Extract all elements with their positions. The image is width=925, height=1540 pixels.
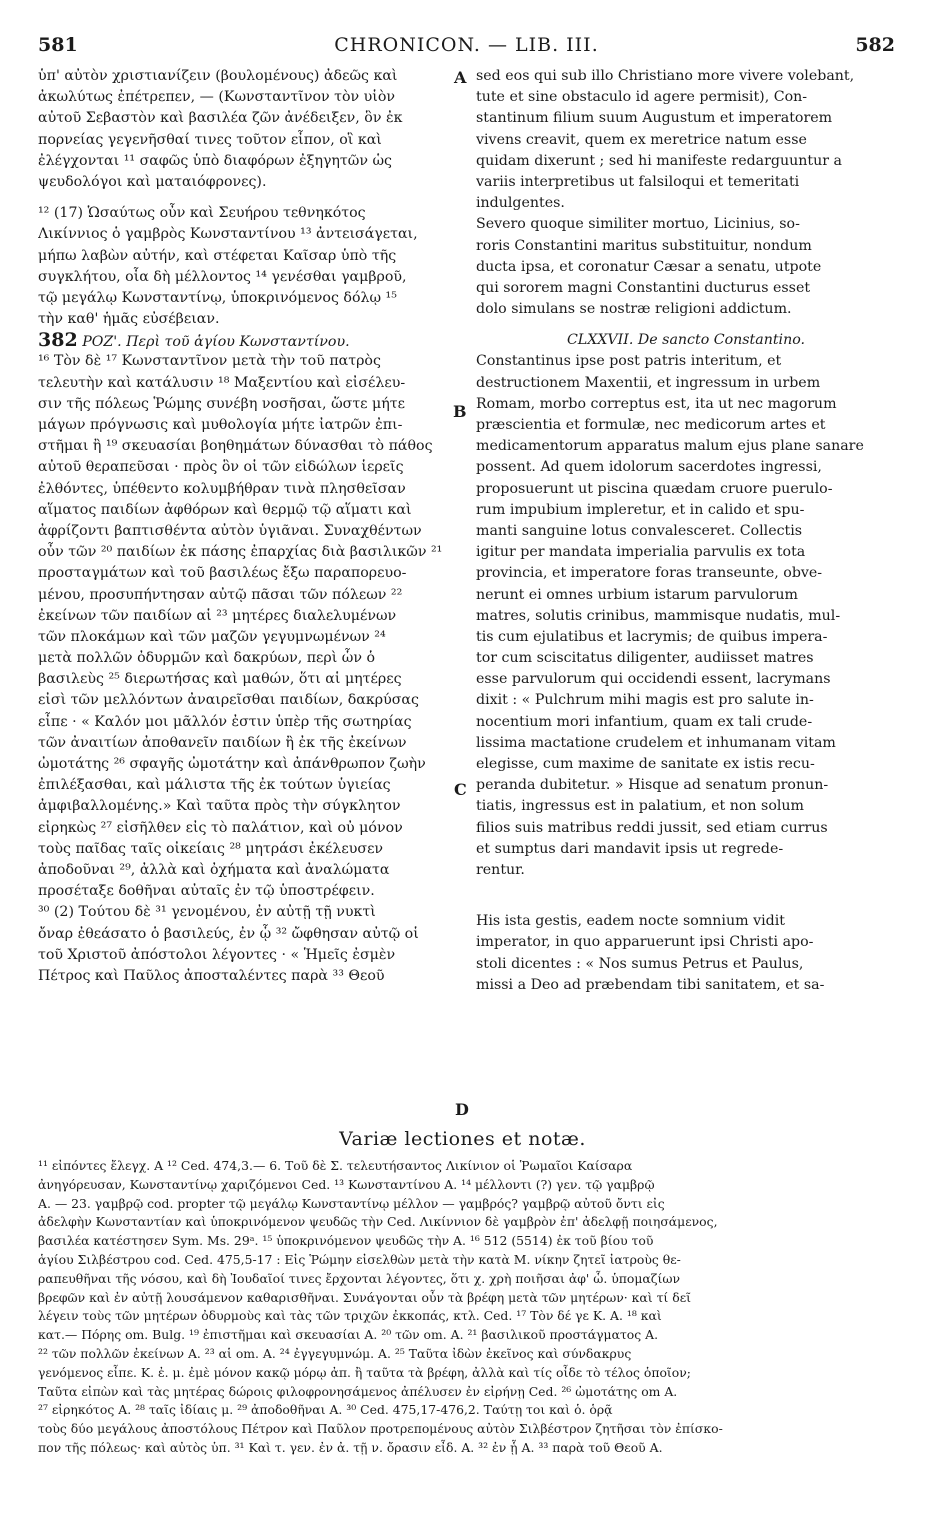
greek-line bbox=[38, 987, 456, 1008]
greek-line: σιν τῆς πόλεως Ῥώμης συνέβη νοσῆσαι, ὥστε μήτε bbox=[38, 395, 405, 412]
latin-line: dolo simulans se nostræ religioni addictum. bbox=[476, 301, 792, 318]
greek-column bbox=[38, 66, 456, 1029]
latin-line: rum impubium impleretur, et in calido et spu- bbox=[476, 501, 805, 518]
note-line: γενόμενος εἶπε. K. ἐ. μ. ἐμὲ μόνον κακῷ μόρῳ ἀπ. ἢ ταῦτα τὰ βρέφη, ἀλλὰ καὶ τίς οἶδε τὸ τέλος ὁποῖον; bbox=[38, 1364, 691, 1380]
greek-line: τῶν ἀναιτίων ἀποθανεῖν παιδίων ἢ ἐκ τῆς ἐκείνων bbox=[38, 734, 407, 751]
greek-line: οὖν τῶν ²⁰ παιδίων ἐκ πάσης ἐπαρχίας διὰ βασιλικῶν ²¹ bbox=[38, 544, 443, 561]
note-line: λέγειν τοὺς τῶν μητέρων ὀδυρμοὺς καὶ τὰς τῶν τριχῶν ἐκκοπάς, κτλ. Ced. ¹⁷ Τὸν δέ γε K. A. ¹⁸ καὶ bbox=[38, 1308, 662, 1324]
greek-line: μήπω λαβὼν αὐτήν, καὶ στέφεται Καῖσαρ ὑπὸ τῆς bbox=[38, 247, 397, 264]
latin-line: dixit : « Pulchrum mihi magis est pro salute in- bbox=[476, 692, 814, 709]
greek-line: μένου, προσυπήντησαν αὐτῷ πᾶσαι τῶν πόλεων ²² bbox=[38, 586, 403, 603]
notes-heading: Variæ lectiones et notæ. bbox=[339, 1128, 586, 1150]
greek-line: ψευδολόγοι καὶ ματαιόφρονες). bbox=[38, 173, 267, 190]
latin-line: tiatis, ingressus est in palatium, et non solum bbox=[476, 798, 805, 815]
latin-line: imperator, in quo apparuerunt ipsi Christi apo- bbox=[476, 934, 814, 951]
latin-line: igitur per mandata imperialia parvulis ex tota bbox=[476, 544, 806, 561]
latin-line: esse parvulorum qui occidendi essent, lacrymans bbox=[476, 671, 831, 688]
latin-line: proposuerunt ut piscina quædam cruore puerulo- bbox=[476, 480, 833, 497]
greek-line: ὠμοτάτης ²⁶ σφαγῆς ὠμοτάτην καὶ ἀπάνθρωπον ζωὴν bbox=[38, 756, 426, 772]
note-line: ¹¹ εἰπόντες ἔλεγχ. A ¹² Ced. 474,3.— 6. Τοῦ δὲ Σ. τελευτήσαντος Λικίνιον οἱ Ῥωμαῖοι Καίσαρα bbox=[38, 1158, 633, 1173]
greek-line: Πέτρος καὶ Παῦλος ἀποσταλέντες παρὰ ³³ Θεοῦ bbox=[38, 967, 385, 984]
greek-line: ἀφρίζοντι βαπτισθέντα αὐτὸν ὑγιᾶναι. Συναχθέντων bbox=[38, 522, 422, 539]
latin-line: peranda dubitetur. » Hisque ad senatum pronun- bbox=[476, 777, 829, 794]
latin-line: Constantinus ipse post patris interitum, et bbox=[476, 353, 782, 370]
note-line: τοὺς δύο μεγάλους ἀποστόλους Πέτρον καὶ Παῦλον προτρεπομένους αὐτὸν Σιλβέστρον ζητῆσαι τὸν ἐπίσκο- bbox=[38, 1421, 723, 1437]
greek-line: ἀκωλύτως ἐπέτρεπεν, — (Κωνσταντῖνον τὸν υἱὸν bbox=[38, 89, 396, 106]
latin-line: manti sanguine lotus convalesceret. Collectis bbox=[476, 522, 803, 539]
greek-section-number: 382 bbox=[38, 330, 78, 352]
greek-line: ἀποδοῦναι ²⁹, ἀλλὰ καὶ ὀχήματα καὶ ἀναλώματα bbox=[38, 861, 390, 878]
greek-line: ἀμφιβαλλομένης.» Καὶ ταῦτα πρὸς τὴν σύγκλητον bbox=[38, 798, 401, 815]
greek-line: ὄναρ ἐθεάσατο ὁ βασιλεύς, ἐν ᾧ ³² ὤφθησαν αὐτῷ οἱ bbox=[38, 925, 419, 942]
greek-line bbox=[38, 1008, 456, 1029]
latin-line: variis interpretibus ut falsiloqui et temeritati bbox=[476, 173, 800, 190]
latin-line: et sumptus dari mandavit ipsis ut regrede- bbox=[476, 840, 784, 857]
latin-line: indulgentes. bbox=[476, 195, 565, 212]
greek-section-heading bbox=[38, 330, 456, 351]
margin-letter-a: A bbox=[454, 68, 467, 87]
note-line: A. — 23. γαμβρῷ cod. propter τῷ μεγάλῳ Κωνσταντίνῳ μέλλον — γαμβρός? γαμβρῷ αὐτοῦ ὄντι εἰς bbox=[38, 1195, 665, 1211]
latin-line: rentur. bbox=[476, 861, 525, 878]
note-line: ²² τῶν πολλῶν ἐκείνων A. ²³ αἱ om. A. ²⁴ ἐγγεγυμνώμ. A. ²⁵ Ταῦτα ἰδὼν ἐκεῖνος καὶ σύνδακρυς bbox=[38, 1345, 632, 1361]
greek-line: μάγων πρόγνωσις καὶ μυθολογία μήτε ἰατρῶν ἐπι- bbox=[38, 417, 403, 433]
latin-line: destructionem Maxentii, et ingressum in urbem bbox=[476, 374, 821, 391]
latin-line: matres, solutis crinibus, mammisque nudatis, mul- bbox=[476, 607, 841, 624]
note-line: ραπευθῆναι τῆς νόσου, καὶ δὴ Ἰουδαῖοί τινες ἔρχονται λέγοντες, ὅτι χ. χρὴ ποιῆσαι ἀφ' ὧ. ὑπομαζίων bbox=[38, 1270, 680, 1286]
greek-line: ἐλθόντες, ὑπέθεντο κολυμβήθραν τινὰ πλησθεῖσαν bbox=[38, 480, 406, 497]
latin-section-title: CLXXVII. De sancto Constantino. bbox=[566, 332, 806, 349]
margin-letter-c: C bbox=[454, 780, 467, 799]
greek-line: πορνείας γεγενῆσθαί τινες τοῦτον εἶπον, οἳ καὶ bbox=[38, 131, 382, 148]
latin-line: præscientia et formulæ, nec medicorum artes et bbox=[476, 417, 826, 433]
greek-line: ἐκείνων τῶν παιδίων αἱ ²³ μητέρες διαλελυμένων bbox=[38, 607, 397, 624]
note-line: ²⁷ εἰρηκότος A. ²⁸ ταῖς ἰδίαις μ. ²⁹ ἀποδοθῆναι A. ³⁰ Ced. 475,17-476,2. Ταύτῃ τοι καὶ ὁ. ὁρᾷ bbox=[38, 1402, 613, 1418]
greek-line: εἰσὶ τῶν μελλόντων ἀναιρεῖσθαι παιδίων, δακρύσας bbox=[38, 692, 419, 709]
latin-line: provincia, et imperatore foras transeunte, obve- bbox=[476, 565, 823, 582]
latin-line: medicamentorum apparatus malum ejus plane sanare bbox=[476, 438, 864, 455]
latin-line: stoli dicentes : « Nos sumus Petrus et Paulus, bbox=[476, 955, 804, 972]
latin-line: vivens creavit, quem ex meretrice natum esse bbox=[476, 131, 807, 148]
latin-line: tor cum sciscitatus diligenter, audiisset matres bbox=[476, 650, 814, 667]
latin-column bbox=[476, 66, 896, 996]
greek-line: ¹² (17) Ὡσαύτως οὖν καὶ Σευήρου τεθνηκότος bbox=[38, 205, 366, 222]
greek-line: συγκλήτου, οἷα δὴ μέλλοντος ¹⁴ γενέσθαι γαμβροῦ, bbox=[38, 268, 407, 285]
latin-line: lissima mactatione crudelem et inhumanam vitam bbox=[476, 734, 836, 751]
note-line: ἁγίου Σιλβέστρου cod. Ced. 475,5-17 : Εἰς Ῥώμην εἰσελθὼν μετὰ τὴν κατὰ M. νίκην ζητεῖ ἰατροὺς θε- bbox=[38, 1251, 681, 1267]
greek-line: τοὺς παῖδας ταῖς οἰκείαις ²⁸ μητράσι ἐκέλευσεν bbox=[38, 840, 384, 857]
greek-line: εἶπε · « Καλόν μοι μᾶλλόν ἐστιν ὑπὲρ τῆς σωτηρίας bbox=[38, 713, 412, 730]
latin-line: Romam, morbo correptus est, ita ut nec magorum bbox=[476, 395, 837, 412]
greek-line: στῆμαι ἢ ¹⁹ σκευασίαι βοηθημάτων δύνασθαι τὸ πάθος bbox=[38, 438, 433, 455]
latin-line: stantinum filium suum Augustum et imperatorem bbox=[476, 110, 833, 127]
greek-line: ἐλέγχονται ¹¹ σαφῶς ὑπὸ διαφόρων ἐξηγητῶν ὡς bbox=[38, 152, 392, 169]
right-page-number: 582 bbox=[855, 34, 895, 56]
latin-line: possent. Ad quem idolorum sacerdotes ingressi, bbox=[476, 459, 822, 476]
latin-line: nocentium mori infantium, quam ex tali crude- bbox=[476, 713, 813, 730]
note-line: Ταῦτα εἰπὼν καὶ τὰς μητέρας δώροις φιλοφρονησάμενος ἀπέλυσεν ἐν εἰρήνῃ Ced. ²⁶ ὠμοτάτης om A. bbox=[38, 1383, 678, 1399]
margin-letter-b: B bbox=[453, 402, 467, 421]
page-header bbox=[38, 34, 895, 60]
greek-line: προσέταξε δοθῆναι αὐταῖς ἐν τῷ ὑποστρέφειν. bbox=[38, 883, 375, 900]
note-line: ἀδελφὴν Κωνσταντίαν καὶ ὑποκρινόμενον ψευδῶς τὴν Ced. Λικίννιον δὲ γαμβρὸν ἐπ' ἀδελφῇ ποιησάμενος, bbox=[38, 1214, 718, 1230]
latin-line: quidam dixerunt ; sed hi manifeste redarguuntur a bbox=[476, 152, 842, 169]
greek-line: τοῦ Χριστοῦ ἀπόστολοι λέγοντες · « Ἡμεῖς ἐσμὲν bbox=[38, 946, 396, 963]
greek-line: τὴν καθ' ἡμᾶς εὐσέβειαν. bbox=[38, 311, 220, 328]
greek-line: αἵματος παιδίων ἀφθόρων καὶ θερμῷ τῷ αἵματι καὶ bbox=[38, 501, 412, 518]
greek-line: τῷ μεγάλῳ Κωνσταντίνῳ, ὑποκρινόμενος δόλῳ ¹⁵ bbox=[38, 289, 397, 306]
greek-line: μετὰ πολλῶν ὀδυρμῶν καὶ δακρύων, περὶ ὧν ὁ bbox=[38, 650, 376, 667]
note-line: πον τῆς πόλεως· καὶ αὐτὸς ὑπ. ³¹ Καὶ τ. γεν. ἐν ἀ. τῇ ν. ὄρασιν εἶδ. A. ³² ἐν ᾗ A. ³³ παρὰ τοῦ Θεοῦ A. bbox=[38, 1439, 663, 1455]
greek-line: τελευτὴν καὶ κατάλυσιν ¹⁸ Μαξεντίου καὶ εἰσέλευ- bbox=[38, 374, 406, 391]
greek-line: βασιλεὺς ²⁵ διερωτήσας καὶ μαθών, ὅτι αἱ μητέρες bbox=[38, 671, 402, 688]
greek-line: ³⁰ (2) Τούτου δὲ ³¹ γενομένου, ἐν αὐτῇ τῇ νυκτὶ bbox=[38, 904, 376, 921]
note-line: βρεφῶν καὶ ἐν αὐτῇ λουσάμενον καθαρισθῆναι. Συνάγονται οὖν τὰ βρέφη μετὰ τῶν μητέρων· καὶ τί δεῖ bbox=[38, 1289, 691, 1305]
greek-line: ἐπιλέξασθαι, καὶ μάλιστα τῆς ἐκ τούτων ὑγιείας bbox=[38, 777, 391, 794]
latin-line: ducta ipsa, et coronatur Cæsar a senatu, utpote bbox=[476, 258, 822, 275]
latin-line: sed eos qui sub illo Christiano more vivere volebant, bbox=[476, 68, 855, 84]
latin-line: tis cum ejulatibus et lacrymis; de quibus impera- bbox=[476, 628, 828, 645]
running-title: CHRONICON. — LIB. III. bbox=[334, 34, 599, 56]
greek-line: εἰρηκὼς ²⁷ εἰσῆλθεν εἰς τὸ παλάτιον, καὶ οὐ μόνον bbox=[38, 819, 403, 836]
greek-line: αὐτοῦ Σεβαστὸν καὶ βασιλέα ζῶν ἀνέδειξεν, ὃν ἐκ bbox=[38, 110, 403, 127]
greek-line: ¹⁶ Τὸν δὲ ¹⁷ Κωνσταντῖνον μετὰ τὴν τοῦ πατρὸς bbox=[38, 353, 381, 370]
greek-line: προσταγμάτων καὶ τοῦ βασιλέως ἔξω παραπορευο- bbox=[38, 565, 407, 582]
latin-line: elegisse, cum maxime de sanitate ex istis recu- bbox=[476, 756, 815, 772]
latin-line: tute et sine obstaculo id agere permisit), Con- bbox=[476, 89, 808, 106]
latin-line: Severo quoque similiter mortuo, Licinius, so- bbox=[476, 216, 800, 233]
latin-line: filios suis matribus reddi jussit, sed etiam currus bbox=[476, 819, 828, 836]
margin-letter-d: D bbox=[455, 1100, 469, 1119]
latin-line: nerunt ei omnes urbium istarum parvulorum bbox=[476, 586, 798, 603]
note-line: ἀνηγόρευσαν, Κωνσταντίνῳ χαριζόμενοι Ced. ¹³ Κωνσταντίνου A. ¹⁴ μέλλοντι (?) γεν. τῷ γαμβρῷ bbox=[38, 1176, 655, 1192]
note-line: βασιλέα κατέστησεν Sym. Ms. 29ᵃ. ¹⁵ ὑποκρινόμενον ψευδῶς τὴν A. ¹⁶ 512 (5514) ἐκ τοῦ βίου τοῦ bbox=[38, 1233, 654, 1249]
greek-line: αὐτοῦ θεραπεῦσαι · πρὸς ὃν οἱ τῶν εἰδώλων ἱερεῖς bbox=[38, 459, 404, 476]
latin-line: His ista gestis, eadem nocte somnium vidit bbox=[476, 913, 785, 930]
greek-line: Λικίννιος ὁ γαμβρὸς Κωνσταντίνου ¹³ ἀντεισάγεται, bbox=[38, 226, 418, 243]
note-line: κατ.— Πόρης om. Bulg. ¹⁹ ἐπιστῆμαι καὶ σκευασίαι A. ²⁰ τῶν om. A. ²¹ βασιλικοῦ προστάγματος A. bbox=[38, 1327, 659, 1343]
latin-line: qui sororem magni Constantini ducturus esset bbox=[476, 279, 811, 296]
left-page-number: 581 bbox=[38, 34, 78, 56]
greek-line: τῶν πλοκάμων καὶ τῶν μαζῶν γεγυμνωμένων ²⁴ bbox=[38, 628, 386, 645]
latin-line: missi a Deo ad præbendam tibi sanitatem, et sa- bbox=[476, 976, 825, 993]
variant-notes bbox=[38, 1157, 898, 1458]
greek-section-title: ΡΟΖ'. Περὶ τοῦ ἁγίου Κωνσταντίνου. bbox=[82, 334, 350, 351]
greek-line: ὑπ' αὐτὸν χριστιανίζειν (βουλομένους) ἀδεῶς καὶ bbox=[38, 68, 398, 84]
latin-line: roris Constantini maritus substituitur, nondum bbox=[476, 237, 812, 254]
